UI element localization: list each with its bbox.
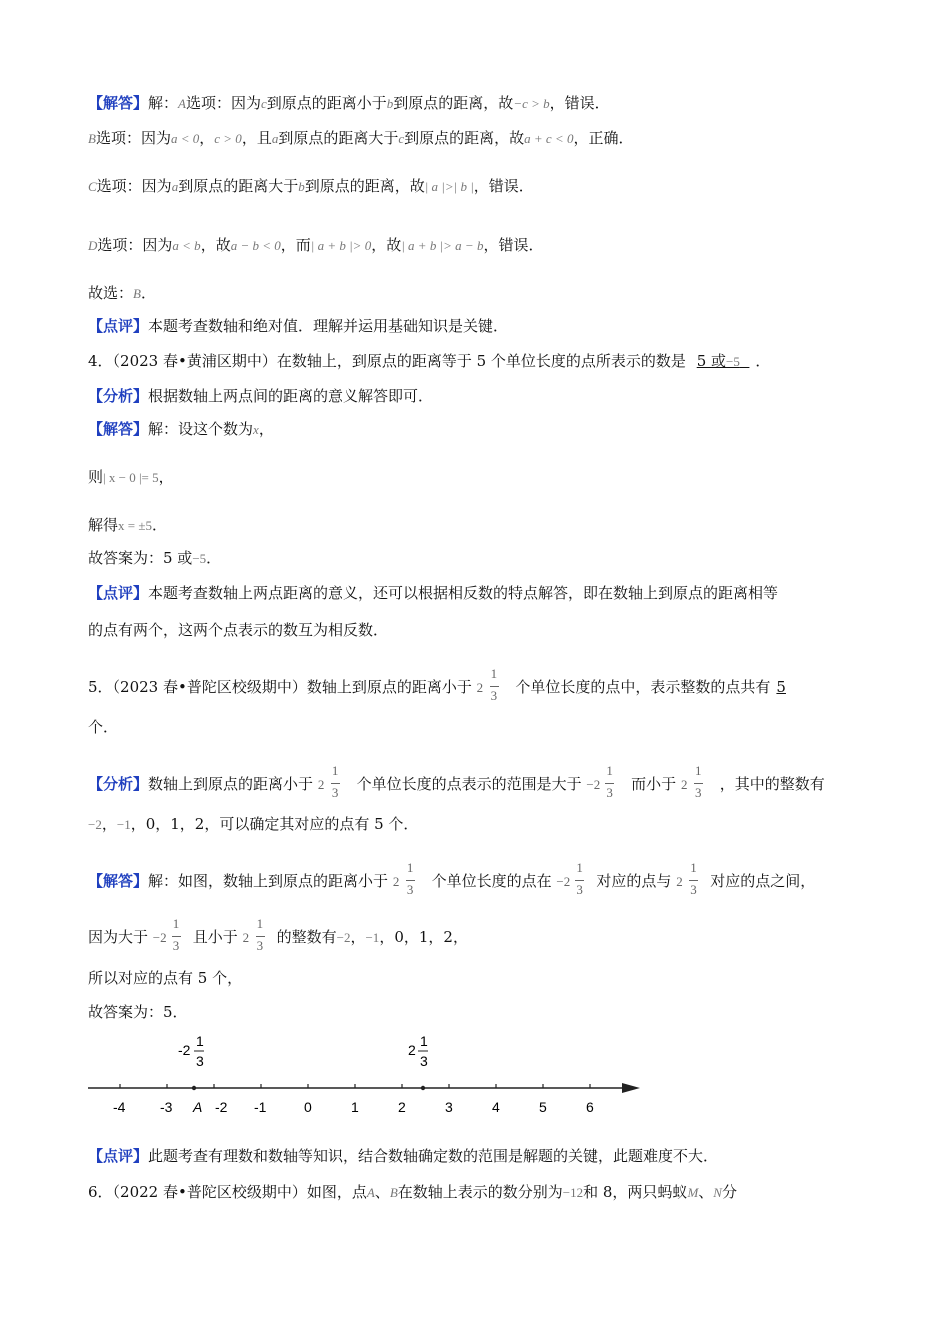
q5-solution-1: 【解答】解：如图，数轴上到原点的距离小于 2 1 3 个单位长度的点在 −2 1 3 对应的点与 2 1 3 对应的点之间， — [88, 860, 816, 897]
tick-label: 4 — [492, 1099, 500, 1115]
p3-selection: 故选：B． — [88, 284, 156, 302]
right-frac-whole: 2 — [408, 1042, 416, 1058]
tick-label: -1 — [254, 1099, 267, 1115]
comment-tag: 【点评】 — [88, 317, 149, 335]
q5-comment: 【点评】此题考查有理数和数轴等知识，结合数轴确定数的范围是解题的关键，此题难度不大． — [88, 1147, 719, 1165]
answer-tag: 【解答】 — [88, 94, 149, 112]
tick-label: 1 — [351, 1099, 359, 1115]
q5-solution-4: 故答案为：5． — [88, 1003, 188, 1021]
q6-question: 6．（2022 春•普陀区校级期中）如图，点A、B在数轴上表示的数分别为−12和 8，两只蚂蚁M、N分 — [88, 1183, 737, 1201]
tick-label: 2 — [398, 1099, 406, 1115]
tick-label: -3 — [160, 1099, 173, 1115]
left-frac-num: 1 — [196, 1033, 204, 1049]
point-right-marker — [421, 1086, 425, 1090]
analysis-tag: 【分析】 — [88, 387, 149, 405]
q5-solution-2: 因为大于 −2 1 3 且小于 2 1 3 的整数有−2，−1，0，1，2， — [88, 916, 468, 953]
q5-question: 5．（2023 春•普陀区校级期中）数轴上到原点的距离小于 2 1 3 个单位长度的点中，表示整数的点共有 5 — [88, 668, 792, 708]
q5-answer: 5 — [776, 678, 786, 696]
point-a-marker — [192, 1086, 196, 1090]
q4-step-3: 解得x = ±5． — [88, 516, 167, 534]
p3-option-c: C选项：因为a到原点的距离大于b到原点的距离，故| a |>| b |，错误． — [88, 177, 534, 195]
tick-label: 6 — [586, 1099, 594, 1115]
left-frac-whole: -2 — [178, 1042, 191, 1058]
right-frac-den: 3 — [420, 1053, 428, 1069]
q5-question-end: 个． — [88, 718, 119, 736]
tick-label: 5 — [539, 1099, 547, 1115]
q4-comment-1: 【点评】本题考查数轴上两点距离的意义，还可以根据相反数的特点解答，即在数轴上到原点的距离相等 — [88, 584, 779, 602]
fraction: 2 1 3 — [476, 666, 498, 703]
left-frac-den: 3 — [196, 1053, 204, 1069]
p3-option-d: D选项：因为a < b，故a − b < 0，而| a + b |> 0，故| a + b |> a − b，错误． — [88, 236, 544, 254]
number-line-figure — [80, 1030, 660, 1130]
q4-step-1: 【解答】解：设这个数为x， — [88, 420, 274, 438]
right-frac-num: 1 — [420, 1033, 428, 1049]
q4-answer: 5 或−5 — [696, 352, 740, 370]
tick-label: -2 — [215, 1099, 228, 1115]
q5-solution-3: 所以对应的点有 5 个， — [88, 969, 243, 987]
q4-step-4: 故答案为：5 或−5． — [88, 549, 222, 567]
q4-question: 4．（2023 春•黄浦区期中）在数轴上，到原点的距离等于 5 个单位长度的点所表示的数是 5 或−5 ． — [88, 352, 771, 370]
q4-analysis: 【分析】根据数轴上两点间的距离的意义解答即可． — [88, 387, 434, 405]
axis-arrow-icon — [622, 1083, 640, 1093]
q4-step-2: 则| x − 0 |= 5， — [88, 468, 174, 486]
q5-analysis-2: −2，−1，0，1，2，可以确定其对应的点有 5 个． — [88, 815, 419, 833]
p3-comment: 【点评】本题考查数轴和绝对值．理解并运用基础知识是关键． — [88, 317, 509, 335]
q5-analysis-1: 【分析】数轴上到原点的距离小于 2 1 3 个单位长度的点表示的范围是大于 −2 1 3 而小于 2 1 3 ，其中的整数有 — [88, 763, 825, 800]
tick-label: 0 — [304, 1099, 312, 1115]
tick-label: -4 — [113, 1099, 126, 1115]
tick-label: 3 — [445, 1099, 453, 1115]
p3-option-b: B选项：因为a < 0，c > 0，且a到原点的距离大于c到原点的距离，故a + c < 0，正确． — [88, 129, 634, 147]
p3-option-a: 【解答】解：A选项：因为c到原点的距离小于b到原点的距离，故−c > b，错误． — [88, 94, 610, 112]
point-a-label: A — [193, 1099, 203, 1115]
q4-comment-2: 的点有两个，这两个点表示的数互为相反数． — [88, 621, 389, 639]
